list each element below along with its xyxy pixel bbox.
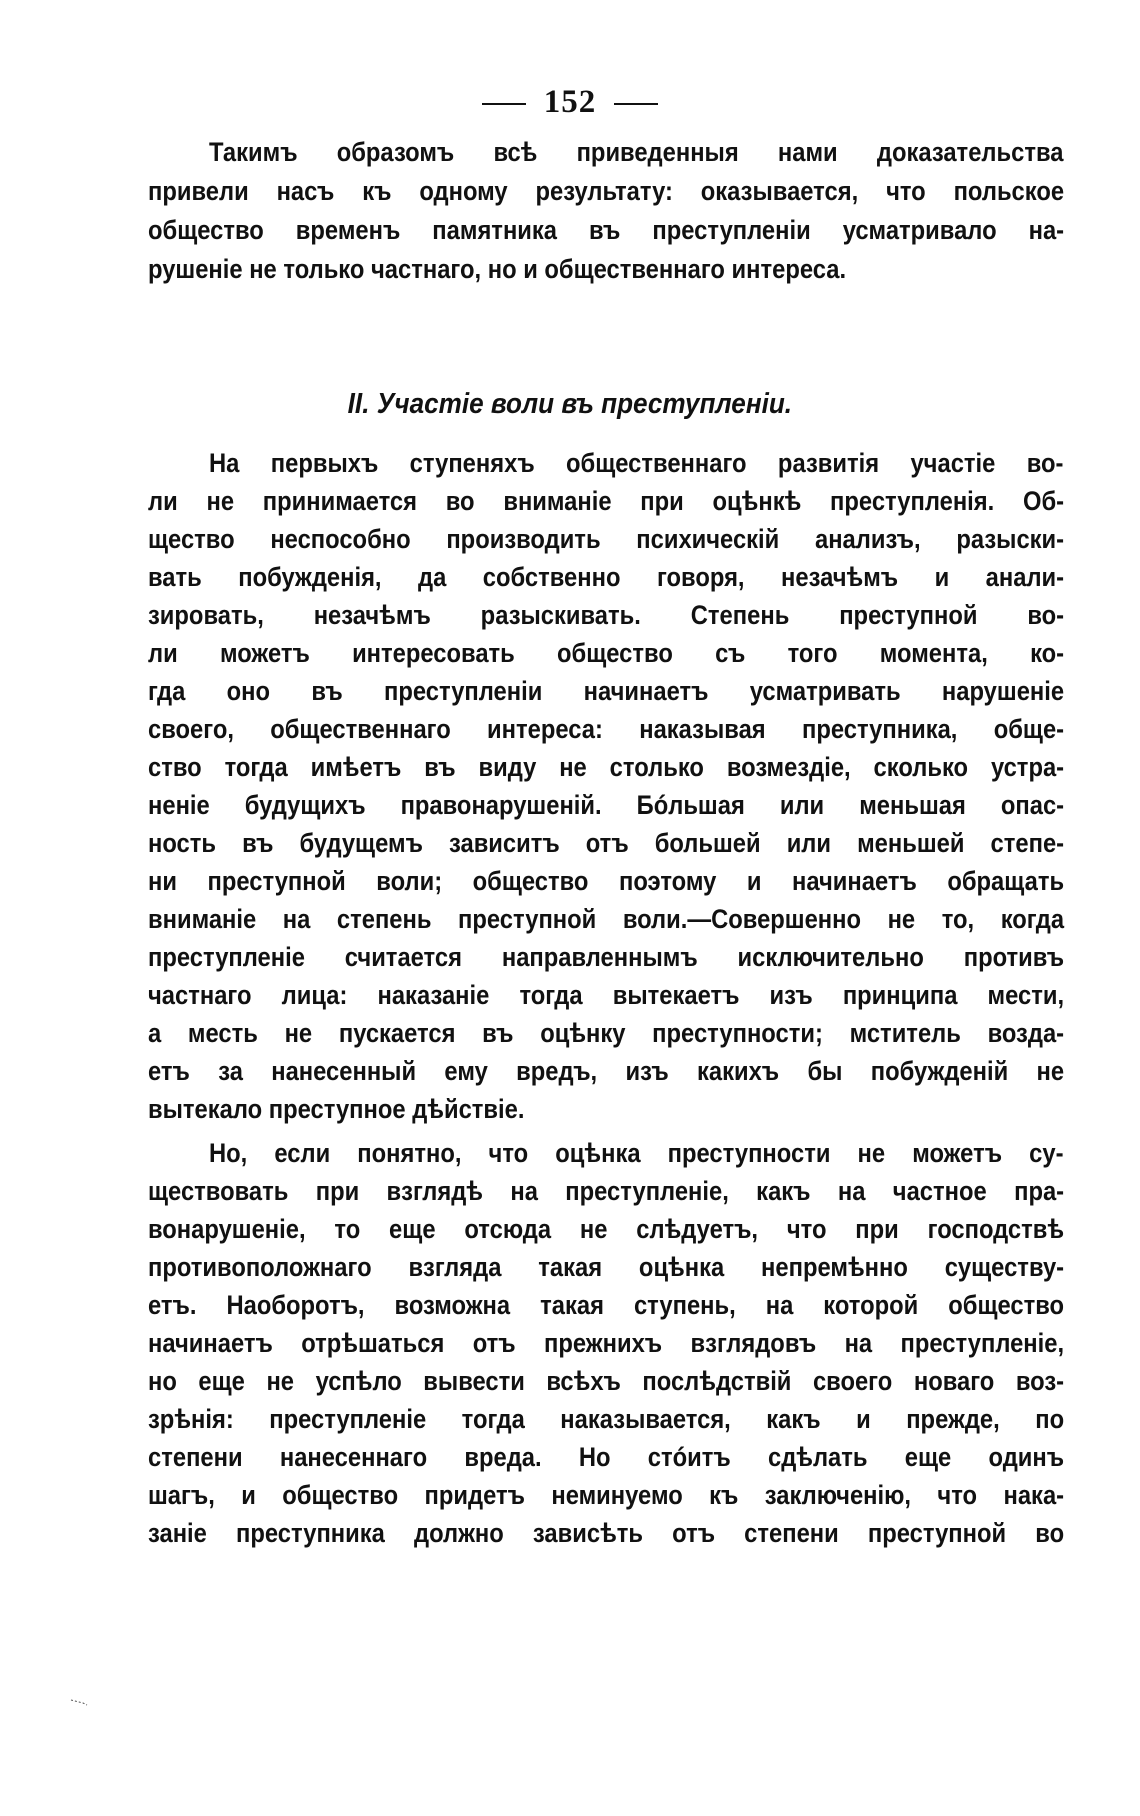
right-dash <box>614 103 658 105</box>
p3-line-7: но еще не успѣло вывести всѣхъ послѣдствій своего новаго воз- <box>148 1366 1065 1396</box>
p2-line-17: етъ за нанесенный ему вредъ, изъ какихъ бы побужденій не <box>148 1056 1065 1086</box>
p2-line-10: неніе будущихъ правонарушеній. Бóльшая или меньшая опас- <box>148 790 1065 820</box>
p2-line-9: ство тогда имѣетъ въ виду не столько возмездіе, сколько устра- <box>148 752 1065 782</box>
p3-line-2: ществовать при взглядѣ на преступленіе, какъ на частное пра- <box>148 1176 1065 1206</box>
p3-line-4: противоположнаго взгляда такая оцѣнка непремѣнно существу- <box>148 1252 1065 1282</box>
p2-line-6: ли можетъ интересовать общество съ того момента, ко- <box>148 638 1065 668</box>
p3-line-9: степени нанесеннаго вреда. Но стóитъ сдѣлать еще одинъ <box>148 1442 1065 1472</box>
section-heading-text: II. Участіе воли въ преступленіи. <box>347 388 793 420</box>
p1-line-2: привели насъ къ одному результату: оказывается, что польское <box>148 176 1065 206</box>
page-number <box>0 84 1140 121</box>
p2-line-1: На первыхъ ступеняхъ общественнаго развитія участіе во- <box>209 448 1064 478</box>
p2-line-16: а месть не пускается въ оцѣнку преступности; мститель возда- <box>148 1018 1065 1048</box>
p2-line-18: вытекало преступное дѣйствіе. <box>148 1094 525 1124</box>
section-heading <box>0 382 1140 426</box>
p2-line-5: зировать, незачѣмъ разыскивать. Степень преступной во- <box>148 600 1065 630</box>
p2-line-7: гда оно въ преступленіи начинаетъ усматривать нарушеніе <box>148 676 1065 706</box>
p2-line-14: преступленіе считается направленнымъ исключительно противъ <box>148 942 1065 972</box>
p2-line-12: ни преступной воли; общество поэтому и начинаетъ обращать <box>148 866 1065 896</box>
p3-line-1: Но, если понятно, что оцѣнка преступности не можетъ су- <box>209 1138 1064 1168</box>
page-number-text: 152 <box>543 84 597 120</box>
p3-line-8: зрѣнія: преступленіе тогда наказывается, какъ и прежде, по <box>148 1404 1065 1434</box>
scan-speck <box>70 1698 88 1706</box>
p1-line-1: Такимъ образомъ всѣ приведенныя нами доказательства <box>209 137 1064 167</box>
p3-line-11: заніе преступника должно зависѣть отъ степени преступной во <box>148 1518 1065 1548</box>
p3-line-6: начинаетъ отрѣшаться отъ прежнихъ взглядовъ на преступленіе, <box>148 1328 1065 1358</box>
p2-line-4: вать побужденія, да собственно говоря, незачѣмъ и анали- <box>148 562 1065 592</box>
p3-line-10: шагъ, и общество придетъ неминуемо къ заключенію, что нака- <box>148 1480 1065 1510</box>
p2-line-8: своего, общественнаго интереса: наказывая преступника, обще- <box>148 714 1065 744</box>
p3-line-3: вонарушеніе, то еще отсюда не слѣдуетъ, что при господствѣ <box>148 1214 1065 1244</box>
p2-line-13: вниманіе на степень преступной воли.—Совершенно не то, когда <box>148 904 1065 934</box>
p2-line-2: ли не принимается во вниманіе при оцѣнкѣ преступленія. Об- <box>148 486 1065 516</box>
p3-line-5: етъ. Наоборотъ, возможна такая ступень, на которой общество <box>148 1290 1065 1320</box>
p1-line-3: общество временъ памятника въ преступленіи усматривало на- <box>148 215 1065 245</box>
p2-line-11: ность въ будущемъ зависитъ отъ большей или меньшей степе- <box>148 828 1065 858</box>
p1-line-4: рушеніе не только частнаго, но и общественнаго интереса. <box>148 254 847 284</box>
left-dash <box>482 103 526 105</box>
p2-line-3: щество неспособно производить психическій анализъ, разыски- <box>148 524 1065 554</box>
p2-line-15: частнаго лица: наказаніе тогда вытекаетъ изъ принципа мести, <box>148 980 1065 1010</box>
